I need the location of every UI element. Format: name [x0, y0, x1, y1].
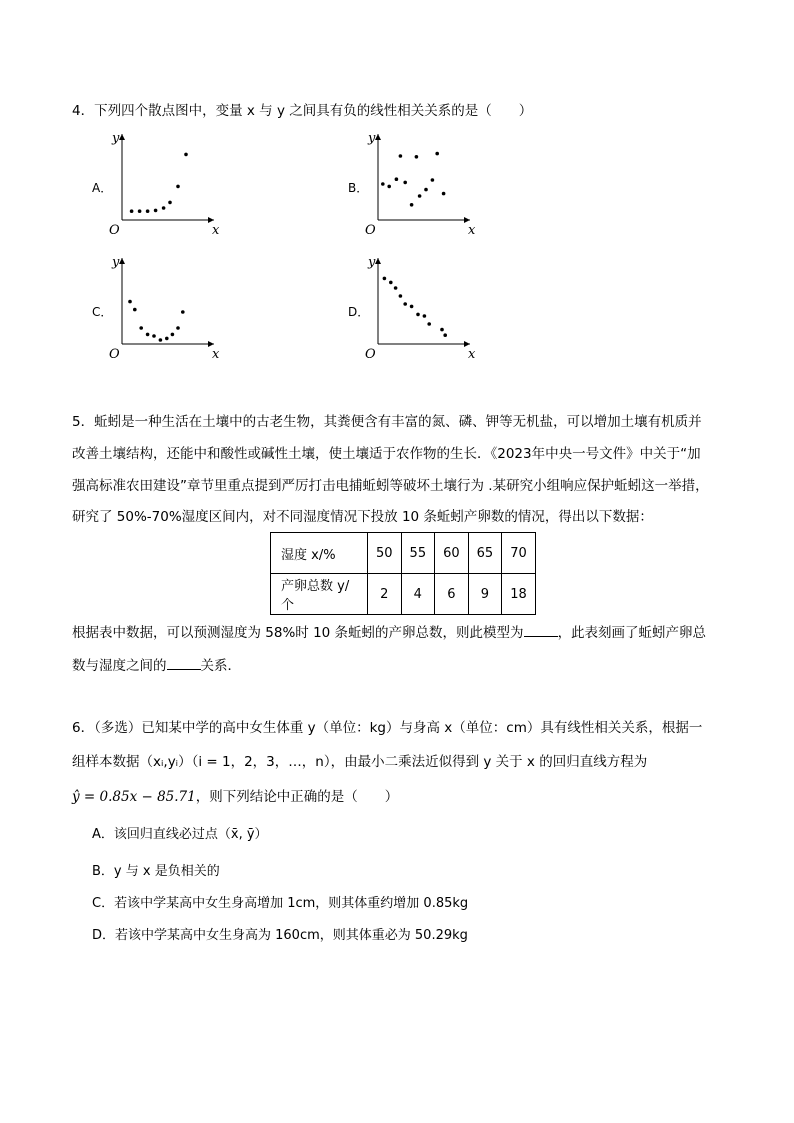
table-header-humidity: 湿度 x/%	[271, 533, 368, 574]
scatter-point	[139, 326, 143, 330]
regression-equation: ŷ = 0.85x − 85.71	[72, 789, 196, 805]
scatter-point	[152, 334, 156, 338]
table-cell: 2	[368, 574, 402, 615]
scatter-point	[154, 209, 158, 213]
table-cell: 9	[468, 574, 502, 615]
scatter-point	[387, 185, 391, 189]
scatter-point	[435, 152, 439, 156]
scatter-plot-a	[92, 128, 222, 244]
scatter-point	[381, 182, 385, 186]
q5-line-1: 5．蚯蚓是一种生活在土壤中的古老生物，其粪便含有丰富的氮、磷、钾等无机盐，可以增加土壤有机质并	[72, 414, 702, 430]
scatter-point	[403, 181, 407, 185]
scatter-point	[395, 177, 399, 181]
origin-label: O	[109, 223, 120, 238]
scatter-point	[443, 333, 447, 337]
option-label: A．	[92, 181, 113, 195]
y-axis-arrow	[119, 134, 125, 140]
y-axis-label: y	[368, 131, 376, 146]
option-label: C．	[92, 305, 113, 319]
scatter-point	[133, 308, 137, 312]
q5-line-2: 改善土壤结构，还能中和酸性或碱性土壤，使土壤适于农作物的生长．《2023年中央一号文件》中关于“加	[72, 446, 701, 462]
y-axis-arrow	[375, 258, 381, 264]
scatter-point	[383, 277, 387, 281]
scatter-svg	[348, 252, 478, 364]
scatter-point	[410, 305, 414, 309]
scatter-point	[389, 281, 393, 285]
scatter-point	[184, 153, 188, 157]
origin-label: O	[365, 347, 376, 362]
table-cell: 4	[401, 574, 435, 615]
q6-line-3	[72, 787, 398, 807]
origin-label: O	[365, 223, 376, 238]
scatter-point	[165, 337, 169, 341]
table-row	[271, 533, 536, 574]
y-axis-label: y	[112, 255, 120, 270]
scatter-point	[399, 154, 403, 158]
scatter-point	[440, 328, 444, 332]
table-cell: 6	[435, 574, 469, 615]
scatter-point	[431, 178, 435, 182]
scatter-point	[427, 322, 431, 326]
table-row	[271, 574, 536, 615]
scatter-plot-b	[348, 128, 478, 244]
table-cell: 60	[435, 533, 469, 574]
table-header-eggs: 产卵总数 y/个	[271, 574, 368, 615]
q6-line-3-rest: ，则下列结论中正确的是（ ）	[195, 789, 399, 805]
q6-option-b: B．y 与 x 是负相关的	[92, 864, 220, 879]
scatter-point	[423, 314, 427, 318]
answer-blank-model[interactable]	[524, 622, 558, 637]
table-cell: 65	[468, 533, 502, 574]
table-cell: 18	[502, 574, 536, 615]
x-axis-label: x	[212, 347, 220, 362]
scatter-point	[416, 313, 420, 317]
option-label: D．	[348, 305, 370, 319]
q5-after-text-a: 根据表中数据，可以预测湿度为 58%时 10 条蚯蚓的产卵总数，则此模型为	[72, 625, 524, 641]
answer-blank-relation[interactable]	[167, 655, 201, 670]
scatter-point	[410, 203, 414, 207]
q5-after-text-d: 关系．	[200, 658, 241, 674]
y-axis-arrow	[375, 134, 381, 140]
scatter-point	[128, 300, 132, 304]
scatter-point	[130, 209, 134, 213]
table-cell: 70	[502, 533, 536, 574]
y-axis-label: y	[368, 255, 376, 270]
q5-line-3: 强高标准农田建设”章节里重点提到严厉打击电捕蚯蚓等破坏土壤行为 .某研究小组响应保护蚯蚓这一举措，	[72, 478, 709, 494]
scatter-point	[146, 333, 150, 337]
scatter-point	[168, 201, 172, 205]
q5-after-line-1	[72, 622, 706, 643]
scatter-svg	[348, 128, 478, 240]
scatter-point	[181, 310, 185, 314]
scatter-point	[162, 206, 166, 210]
q5-line-4: 研究了 50%-70%湿度区间内，对不同湿度情况下投放 10 条蚯蚓产卵数的情况，得出以下数据：	[72, 509, 653, 525]
q6-line-1: 6．（多选）已知某中学的高中女生体重 y（单位：kg）与身高 x（单位：cm）具有线性相关关系，根据一	[72, 720, 703, 736]
scatter-point	[418, 194, 422, 198]
scatter-point	[403, 302, 407, 306]
scatter-point	[171, 333, 175, 337]
scatter-plot-d	[348, 252, 478, 368]
scatter-point	[159, 338, 163, 342]
y-axis-arrow	[119, 258, 125, 264]
origin-label: O	[109, 347, 120, 362]
q4-stem: 4．下列四个散点图中，变量 x 与 y 之间具有负的线性相关关系的是（ ）	[72, 103, 533, 119]
x-axis-label: x	[468, 347, 476, 362]
scatter-point	[146, 209, 150, 213]
scatter-point	[424, 188, 428, 192]
table-cell: 55	[401, 533, 435, 574]
option-label: B．	[348, 181, 369, 195]
y-axis-label: y	[112, 131, 120, 146]
q6-option-d: D．若该中学某高中女生身高为 160cm，则其体重必为 50.29kg	[92, 928, 468, 943]
scatter-svg	[92, 252, 222, 364]
scatter-point	[399, 294, 403, 298]
scatter-point	[415, 155, 419, 159]
scatter-point	[176, 185, 180, 189]
table-cell: 50	[368, 533, 402, 574]
scatter-point	[176, 326, 180, 330]
q5-after-line-2	[72, 655, 241, 676]
q6-option-a: A．该回归直线必过点（x̄, ȳ）	[92, 827, 268, 842]
q5-after-text-b: ，此表刻画了蚯蚓产卵总	[557, 625, 707, 641]
q6-option-c: C．若该中学某高中女生身高增加 1cm，则其体重约增加 0.85kg	[92, 896, 469, 911]
scatter-point	[138, 209, 142, 213]
humidity-egg-table	[270, 532, 536, 615]
scatter-point	[442, 192, 446, 196]
scatter-point	[394, 286, 398, 290]
x-axis-label: x	[468, 223, 476, 238]
scatter-svg	[92, 128, 222, 240]
scatter-plot-c	[92, 252, 222, 368]
x-axis-label: x	[212, 223, 220, 238]
q5-after-text-c: 数与湿度之间的	[72, 658, 167, 674]
q6-line-2: 组样本数据（xᵢ,yᵢ）（i = 1，2，3，…，n），由最小二乘法近似得到 y 关于 x 的回归直线方程为	[72, 754, 648, 770]
